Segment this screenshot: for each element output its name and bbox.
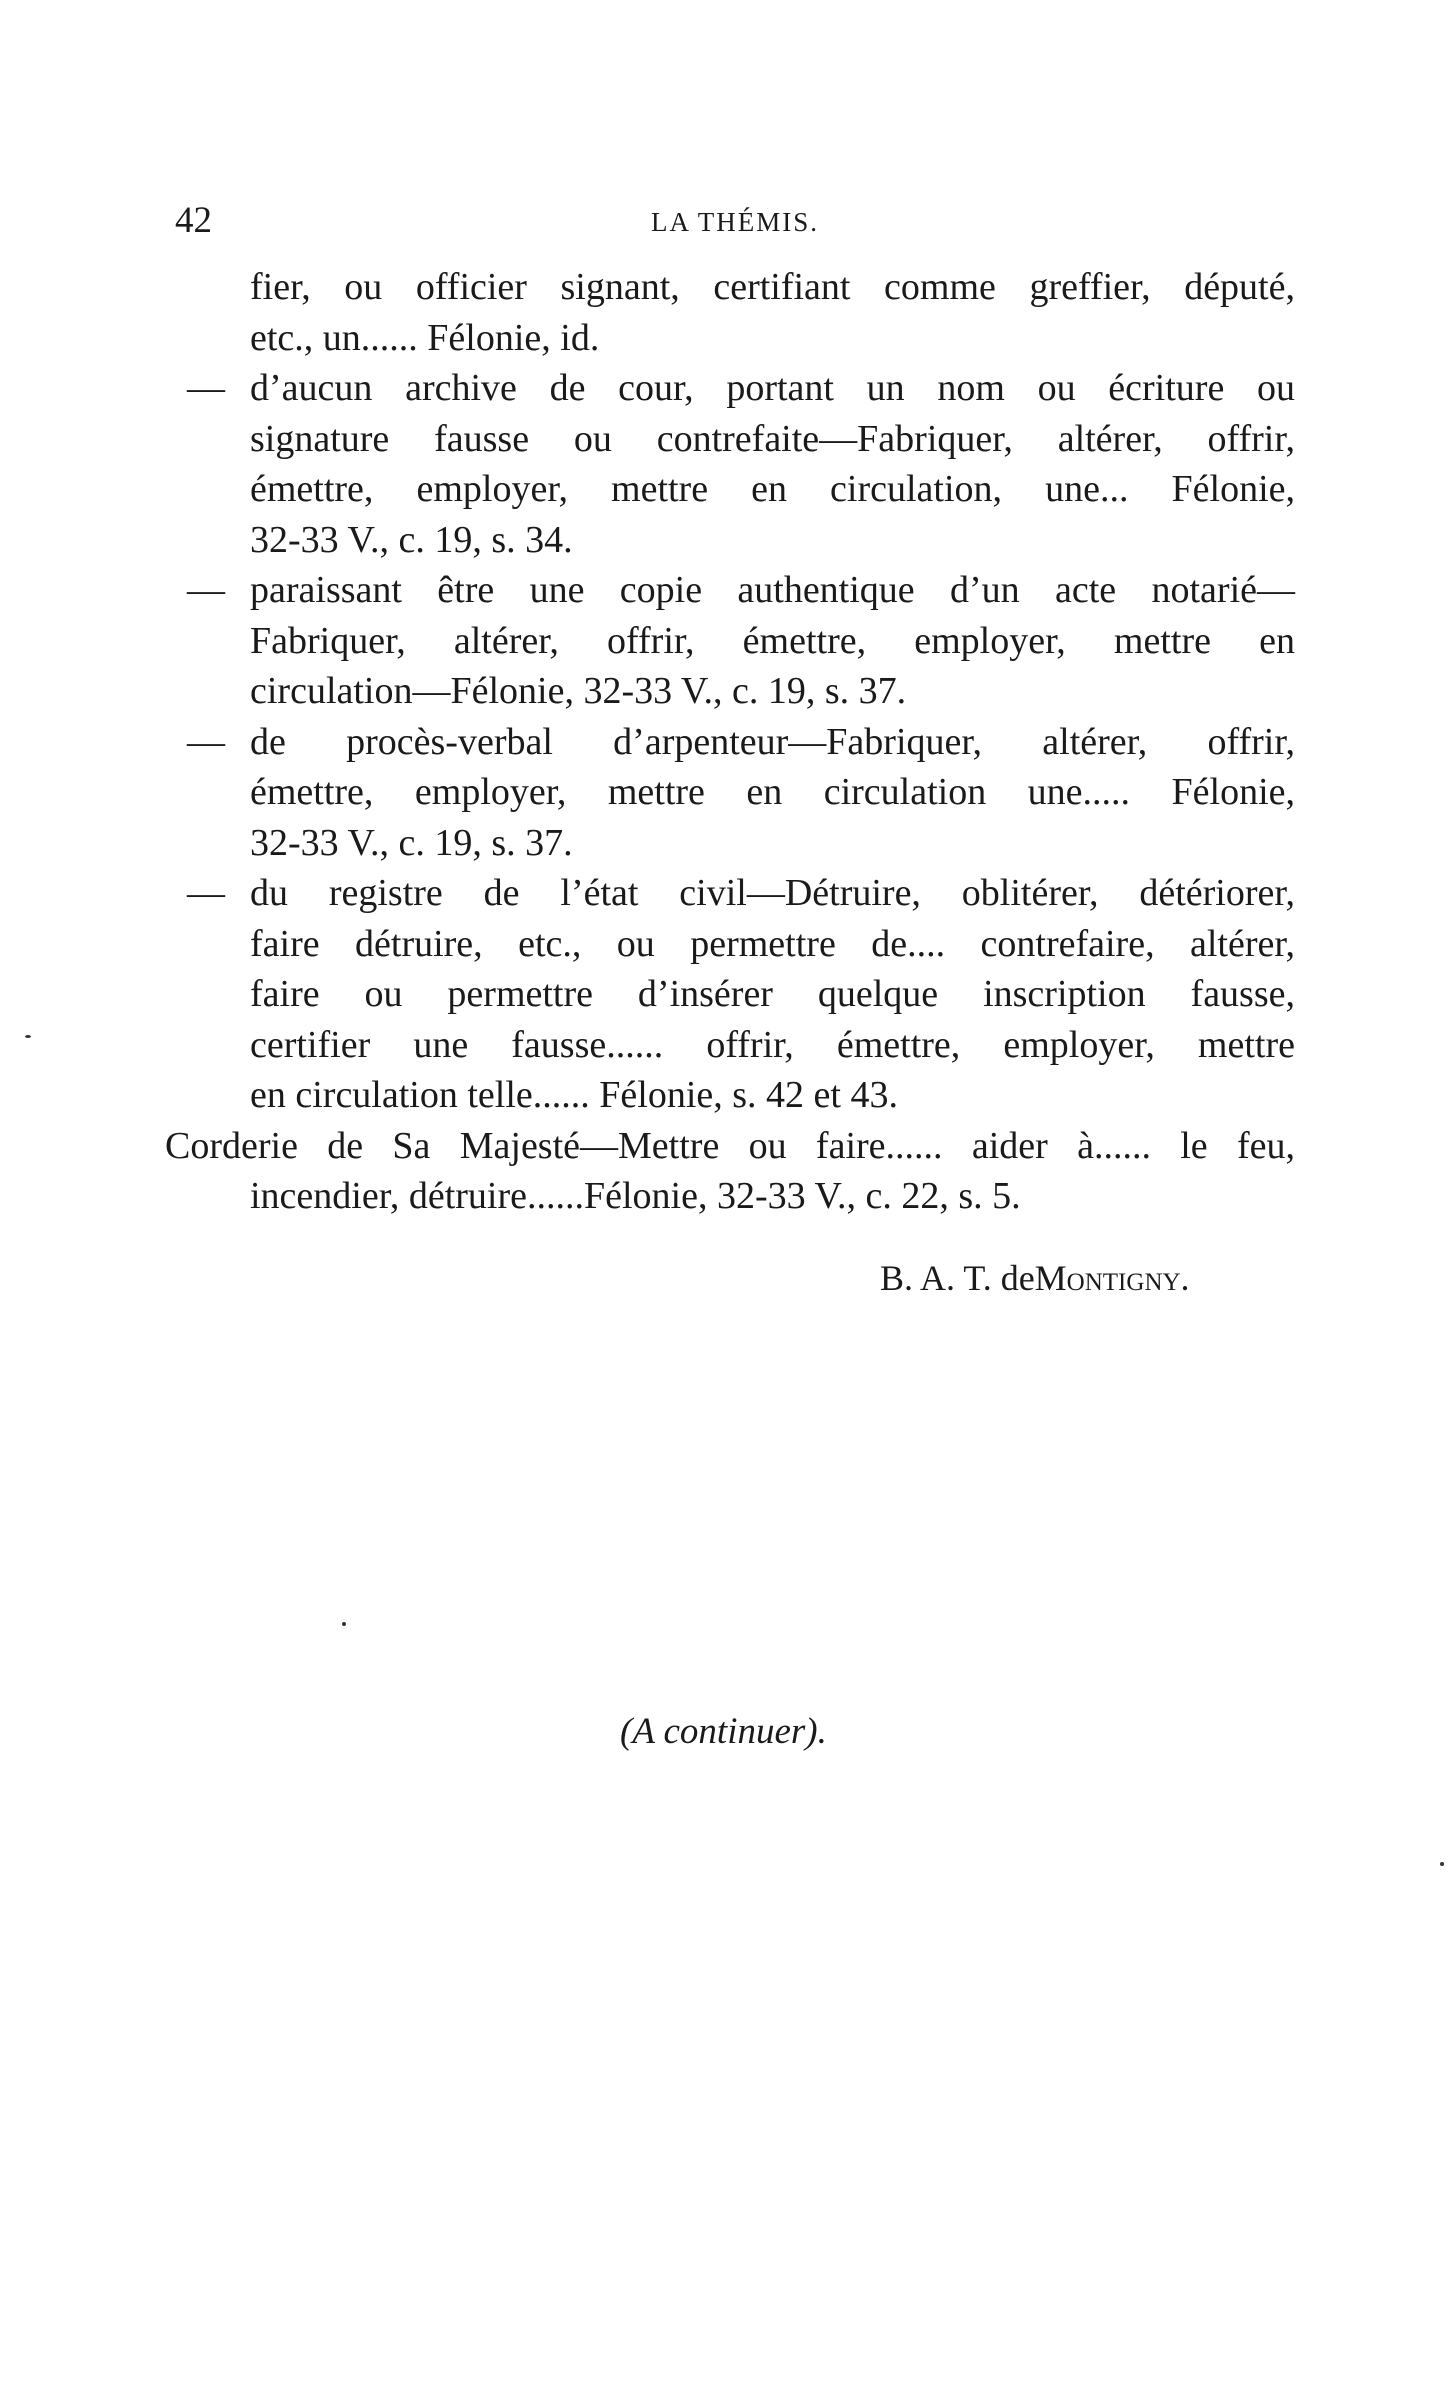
entry-line: d’aucun archive de cour, portant un nom ou écriture ou bbox=[250, 367, 1295, 409]
running-title: LA THÉMIS. bbox=[650, 207, 819, 237]
entry-line: certifier une fausse...... offrir, émettre, employer, mettre bbox=[250, 1023, 1295, 1066]
sub-entry bbox=[165, 717, 1295, 869]
sub-entry-body bbox=[250, 717, 1295, 869]
author-signature bbox=[880, 1253, 1190, 1303]
print-speck bbox=[342, 1622, 346, 1626]
em-dash: — bbox=[187, 720, 225, 763]
continued-entry bbox=[250, 262, 1295, 363]
entry-line: Fabriquer, altérer, offrir, émettre, employer, mettre en bbox=[250, 619, 1295, 662]
entry-line: 32-33 V., c. 19, s. 37. bbox=[250, 821, 573, 864]
entry-line: de procès-verbal d’arpenteur—Fabriquer, altérer, offrir, bbox=[250, 720, 1295, 763]
entry-line: paraissant être une copie authentique d’un acte notarié— bbox=[250, 569, 1295, 611]
signature-initials: B. A. T. de bbox=[880, 1258, 1035, 1298]
entry-line: émettre, employer, mettre en circulation, une... Félonie, bbox=[250, 468, 1295, 510]
signature-surname: Montigny. bbox=[1034, 1258, 1190, 1298]
em-dash: — bbox=[187, 367, 225, 409]
sub-entry bbox=[165, 363, 1295, 565]
print-speck bbox=[1440, 1862, 1444, 1866]
entry-line: Corderie de Sa Majesté—Mettre ou faire...... aider à...... le feu, bbox=[165, 1124, 1295, 1167]
sub-entry-body bbox=[250, 868, 1295, 1121]
em-dash: — bbox=[187, 569, 225, 611]
index-entries bbox=[165, 262, 1295, 1222]
entry-line: signature fausse ou contrefaite—Fabriquer, altérer, offrir, bbox=[250, 417, 1295, 460]
entry-line: émettre, employer, mettre en circulation une..... Félonie, bbox=[250, 771, 1295, 813]
entry-line: etc., un...... Félonie, id. bbox=[250, 316, 600, 359]
entry-line: du registre de l’état civil—Détruire, oblitérer, détériorer, bbox=[250, 872, 1295, 914]
continuation-note: (A continuer). bbox=[620, 1711, 827, 1752]
em-dash: — bbox=[187, 872, 225, 914]
entry-line: faire ou permettre d’insérer quelque inscription fausse, bbox=[250, 973, 1295, 1015]
page-number: 42 bbox=[175, 200, 212, 241]
print-speck bbox=[25, 1035, 31, 1038]
entry-line: fier, ou officier signant, certifiant comme greffier, député, bbox=[250, 266, 1295, 308]
entry-line: 32-33 V., c. 19, s. 34. bbox=[250, 518, 573, 561]
sub-entry bbox=[165, 565, 1295, 717]
entry-line: circulation—Félonie, 32-33 V., c. 19, s. 37. bbox=[250, 670, 907, 712]
page-header bbox=[175, 196, 1295, 246]
main-entry bbox=[165, 1121, 1295, 1222]
entry-line: incendier, détruire......Félonie, 32-33 V., c. 22, s. 5. bbox=[250, 1175, 1021, 1217]
entry-line: faire détruire, etc., ou permettre de.... contrefaire, altérer, bbox=[250, 922, 1295, 965]
sub-entry-body bbox=[250, 565, 1295, 717]
sub-entry-body bbox=[250, 363, 1295, 565]
entry-line: en circulation telle...... Félonie, s. 42 et 43. bbox=[250, 1074, 898, 1116]
sub-entry bbox=[165, 868, 1295, 1121]
